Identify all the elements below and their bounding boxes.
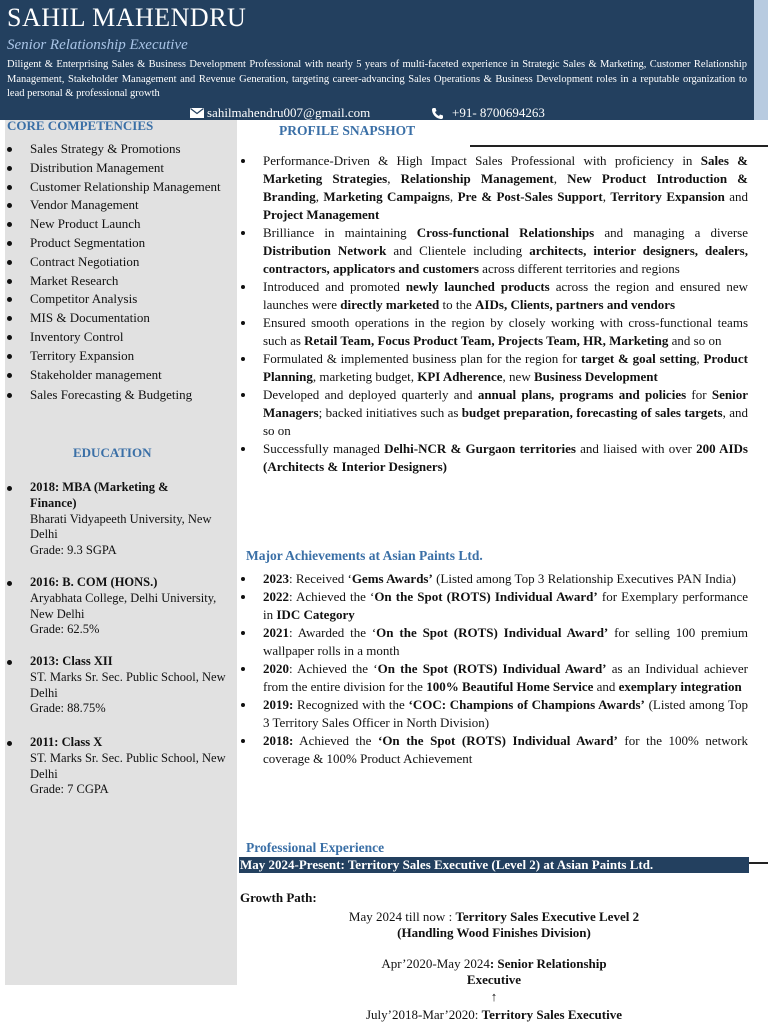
candidate-title: Senior Relationship Executive: [7, 37, 188, 53]
summary-text: Diligent & Enterprising Sales & Business Development Professional with nearly 5 years of multi-faceted experience in Strategic Sales & Marketing, Customer Relationship Management, Stakeholder Management and Revenue Generation, targeting career-advancing Sales Operations & Business Development roles in a reputable organization to lead personal & professional growth: [7, 59, 747, 99]
growth-arrow: ↑: [490, 989, 498, 1004]
growth-step-1: [240, 909, 748, 941]
competency-item: Inventory Control: [5, 328, 237, 347]
growth-step-2: [240, 956, 748, 988]
achievement-bullet: 2018: Achieved the ‘On the Spot (ROTS) Individual Award’ for the 100% network coverage & 100% Product Achievement: [240, 732, 748, 768]
competencies-list: [5, 140, 237, 405]
achievement-bullet: 2019: Recognized with the ‘COC: Champions of Champions Awards’ (Listed among Top 3 Territory Sales Officer in North Division): [240, 696, 748, 732]
education-heading: EDUCATION: [73, 445, 152, 460]
phone-icon: [431, 107, 444, 120]
achievement-bullet: 2020: Achieved the ‘On the Spot (ROTS) Individual Award’ as an Individual achiever from the entire division for the 100% Beautiful Home Service and exemplary integration: [240, 660, 748, 696]
education-entry: [5, 575, 237, 638]
education-institution: Aryabhata College, Delhi University, New Delhi: [30, 590, 217, 621]
education-grade: Grade: 7 CGPA: [30, 782, 109, 797]
growth-step-3-period: July’2018-Mar’2020:: [366, 1007, 482, 1022]
competency-item: Competitor Analysis: [5, 290, 237, 309]
education-institution: ST. Marks Sr. Sec. Public School, New Delhi: [30, 669, 226, 700]
growth-step-1-role: Territory Sales Executive Level 2 (Handling Wood Finishes Division): [397, 909, 640, 940]
profile-bullets: [240, 152, 748, 476]
achievement-bullet: 2022: Achieved the ‘On the Spot (ROTS) Individual Award’ for Exemplary performance in IDC Category: [240, 588, 748, 624]
growth-step-2-period: Apr’2020-May 2024: [381, 956, 490, 971]
competency-item: Vendor Management: [5, 196, 237, 215]
competency-item: Market Research: [5, 272, 237, 291]
achievement-bullet: 2023: Received ‘Gems Awards’ (Listed among Top 3 Relationship Executives PAN India): [240, 570, 748, 588]
growth-step-3-role: Territory Sales Executive: [481, 1007, 622, 1022]
email-contact[interactable]: [190, 105, 370, 121]
education-degree: 2018: MBA (Marketing & Finance): [5, 480, 237, 512]
growth-step-1-period: May 2024 till now :: [348, 909, 456, 924]
achievements-bullets: [240, 570, 748, 768]
header-accent-strip: [754, 0, 768, 120]
competency-item: Territory Expansion: [5, 347, 237, 366]
education-institution: ST. Marks Sr. Sec. Public School, New Delhi: [30, 750, 226, 781]
education-degree: 2013: Class XII: [5, 654, 237, 670]
profile-bullet: Developed and deployed quarterly and annual plans, programs and policies for Senior Managers; backed initiatives such as budget preparation, forecasting of sales targets, and so on: [240, 386, 748, 440]
competency-item: New Product Launch: [5, 215, 237, 234]
envelope-icon: [190, 108, 204, 118]
education-institution: Bharati Vidyapeeth University, New Delhi: [30, 511, 212, 542]
competency-item: Stakeholder management: [5, 366, 237, 385]
profile-bullet: Formulated & implemented business plan for the region for target & goal setting, Product Planning, marketing budget, KPI Adherence, new Business Development: [240, 350, 748, 386]
education-entry: [5, 654, 237, 717]
achievements-heading: Major Achievements at Asian Paints Ltd.: [246, 548, 483, 563]
growth-path-label: Growth Path:: [240, 890, 317, 905]
education-grade: Grade: 9.3 SGPA: [30, 543, 117, 558]
phone-number[interactable]: +91- 8700694263: [452, 105, 545, 120]
education-degree: 2011: Class X: [5, 735, 237, 751]
competencies-heading: CORE COMPETENCIES: [7, 118, 154, 133]
profile-heading: PROFILE SNAPSHOT: [279, 123, 416, 138]
experience-heading: Professional Experience: [246, 840, 385, 855]
growth-step-3: [240, 1007, 748, 1023]
profile-bullet: Ensured smooth operations in the region by closely working with cross-functional teams such as Retail Team, Focus Product Team, Projects Team, HR, Marketing and so on: [240, 314, 748, 350]
education-degree: 2016: B. COM (HONS.): [5, 575, 237, 591]
email-address[interactable]: sahilmahendru007@gmail.com: [207, 105, 371, 120]
experience-rule: [749, 862, 768, 864]
profile-bullet: Performance-Driven & High Impact Sales Professional with proficiency in Sales & Marketing Strategies, Relationship Management, New Product Introduction & Branding, Marketing Campaigns, Pre & Post-Sales Support, Territory Expansion and Project Management: [240, 152, 748, 224]
education-grade: Grade: 88.75%: [30, 701, 106, 716]
achievement-bullet: 2021: Awarded the ‘On the Spot (ROTS) Individual Award’ for selling 100 premium wallpaper rolls in a month: [240, 624, 748, 660]
candidate-name: SAHIL MAHENDRU: [7, 3, 247, 32]
current-role-bar: May 2024-Present: Territory Sales Executive (Level 2) at Asian Paints Ltd.: [239, 857, 749, 873]
profile-bullet: Brilliance in maintaining Cross-functional Relationships and managing a diverse Distribution Network and Clientele including architects, interior designers, dealers, contractors, applicators and customers across different territories and regions: [240, 224, 748, 278]
profile-bullet: Introduced and promoted newly launched products across the region and ensured new launches were directly marketed to the AIDs, Clients, partners and vendors: [240, 278, 748, 314]
competency-item: Sales Strategy & Promotions: [5, 140, 237, 159]
education-entry: [5, 480, 237, 559]
phone-contact[interactable]: [431, 105, 545, 121]
profile-bullet: Successfully managed Delhi-NCR & Gurgaon territories and liaised with over 200 AIDs (Architects & Interior Designers): [240, 440, 748, 476]
growth-step-2-role: : Senior Relationship Executive: [466, 956, 607, 987]
sidebar: [5, 120, 237, 985]
competency-item: Product Segmentation: [5, 234, 237, 253]
competency-item: Contract Negotiation: [5, 253, 237, 272]
competency-item: Distribution Management: [5, 159, 237, 178]
resume-header: [0, 0, 754, 120]
competency-item: Sales Forecasting & Budgeting: [5, 386, 237, 405]
competency-item: MIS & Documentation: [5, 309, 237, 328]
education-grade: Grade: 62.5%: [30, 622, 100, 637]
profile-heading-rule: [470, 145, 768, 147]
competency-item: Customer Relationship Management: [5, 178, 237, 197]
education-entry: [5, 735, 237, 798]
